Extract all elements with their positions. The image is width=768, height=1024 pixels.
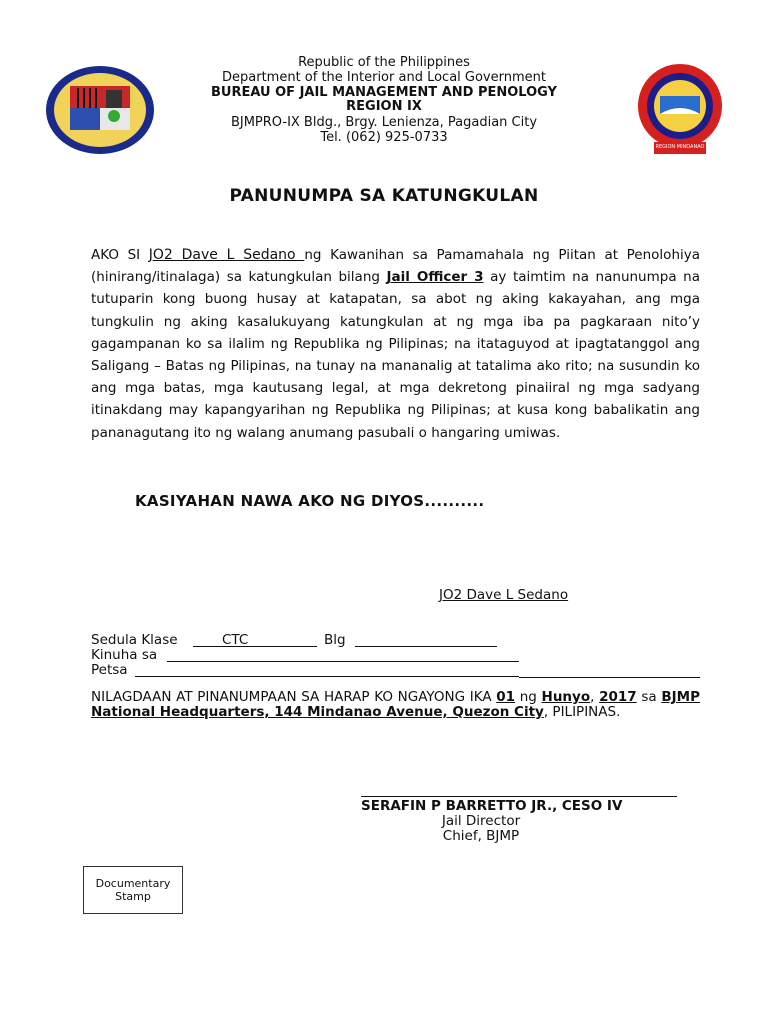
department-line: Department of the Interior and Local Government (222, 70, 546, 85)
stamp-line-1: Documentary (95, 877, 171, 890)
documentary-stamp-box (83, 866, 183, 914)
document-title: PANUNUMPA SA KATUNGKULAN (229, 186, 539, 206)
telephone-line: Tel. (062) 925-0733 (320, 130, 448, 145)
logo-banner-text: REGION MINDANAO (655, 144, 705, 150)
signatory-name: JO2 Dave L Sedano (439, 587, 569, 603)
cedula-label: Sedula Klase (91, 632, 178, 648)
petsa-label: Petsa (91, 662, 128, 678)
region-line: REGION IX (346, 99, 422, 114)
cedula-klase-value: CTC (222, 632, 249, 648)
oath-paragraph: AKO SI JO2 Dave L Sedano ng Kawanihan sa Pamamahala ng Piitan at Penolohiya (hinirang/itinalaga) sa katungkulan bilang Jail Officer 3 ay taimtim na nanunumpa na tutuparin kong buong husay at katapatan, sa abot ng aking kakayahan, ang mga tungkulin ng aking kasalukuyang katungkulan at ng mga iba pa pagkaraan nito’y gagampanan ko sa ilalim ng Republika ng Pilipinas; na itataguyod at ipagtatanggol ang Saligang – Batas ng Pilipinas, na tunay na mananalig at tatalima ako rito; na susundin ko ang mga batas, mga kautusang legal, at mga dekretong pinaiiral ng mga sadyang itinakdang may kapangyarihan ng Republika ng Pilipinas; at kusa kong babalikatin ang pananagutang ito ng walang anumang pasubali o hangaring umiwas. (91, 247, 701, 441)
cedula-blg-label: Blg (324, 632, 346, 648)
attestation-paragraph: NILAGDAAN AT PINANUMPAAN SA HARAP KO NGAYONG IKA 01 ng Hunyo, 2017 sa BJMP National Headquarters, 144 Mindanao Avenue, Quezon City, PILIPINAS. (91, 689, 700, 720)
closing-line: KASIYAHAN NAWA AKO NG DIYOS.......... (135, 492, 485, 510)
oath-position: Jail Officer 3 (386, 269, 484, 286)
official-title-2: Chief, BJMP (442, 828, 520, 844)
address-line: BJMPRO-IX Bldg., Brgy. Lenienza, Pagadian City (230, 115, 538, 130)
stamp-line-2: Stamp (115, 890, 151, 903)
republic-line: Republic of the Philippines (298, 55, 470, 70)
official-name: SERAFIN P BARRETTO JR., CESO IV (361, 798, 623, 814)
official-title-1: Jail Director (441, 813, 521, 829)
oath-name: JO2 Dave L Sedano (148, 247, 305, 263)
kinuha-label: Kinuha sa (91, 647, 158, 663)
bureau-line: BUREAU OF JAIL MANAGEMENT AND PENOLOGY (211, 85, 557, 100)
